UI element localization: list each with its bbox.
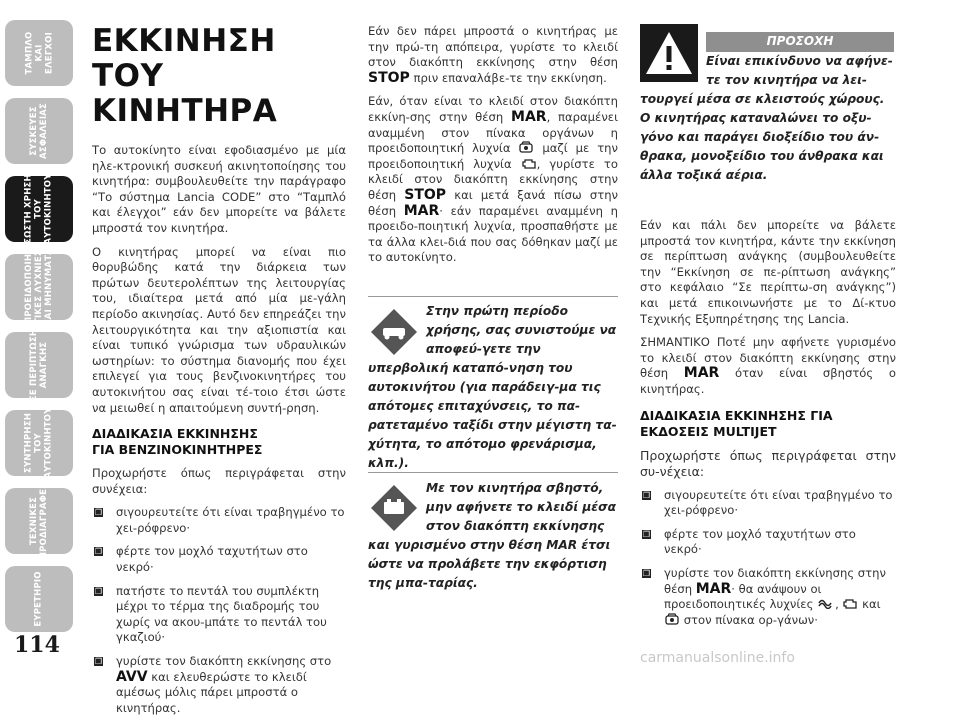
glow-plug-icon [817,597,835,609]
retry-paragraph: Εάν δεν πάρει μπροστά ο κινητήρας με την πρώ-τη απόπειρα, γυρίστε το κλειδί στον διακόπτη εκκίνησης στην θέση STOP πριν επαναλάβε-τε την εκκίνηση. [368,24,618,86]
bullet-icon: ❐ [94,657,103,667]
warning-light-paragraph: Εάν, όταν είναι το κλειδί στον διακόπτη εκκίνη-σης στην θέση MAR, παραμένει αναμμένη στον πίνακα οργάνων η προειδοποιητική λυχνία μαζί με την προειδοποιητική λυχνία , γυρίστε το κλειδί στον διακόπτη εκκίνησης στην θέση STOP και μετά ξανά πίσω στην θέση MAR· εάν παραμένει αναμμένη η προειδο-ποιητική λυχνία, προσπαθήστε με τα άλλα κλει-διά που σας δόθηκαν μαζί με το αυτοκίνητο. [368,94,619,265]
important-paragraph: ΣΗΜΑΝΤΙΚΟ Ποτέ μην αφήνετε γυρισμένο το κλειδί στον διακόπτη εκκίνησης στην θέση MAR όταν είναι σβηστός ο κινητήρας. [640,335,897,396]
chapter-tab-emergency[interactable]: ΣΕ ΠΕΡΙΠΤΩΣΗ ΑΝΑΓΚΗΣ [5,332,73,398]
chapter-tab-safety[interactable]: ΣΥΣΚΕΥΕΣ ΑΣΦΑΛΕΙΑΣ [5,98,73,164]
section-heading-petrol: ΔΙΑΔΙΚΑΣΙΑ ΕΚΚΙΝΗΣΗΣ ΓΙΑ ΒΕΝΖΙΝΟΚΙΝΗΤΗΡΕΣ [92,426,263,458]
page-title: ΕΚΚΙΝΗΣΗ ΤΟΥ ΚΙΝΗΤΗΡΑ [92,23,278,129]
chapter-tab-correct-use[interactable]: ΣΩΣΤΗ ΧΡΗΣΗ ΤΟΥ ΑΥΤΟΚΙΝΗΤΟΥ [5,176,73,242]
chapter-sidebar [0,0,78,677]
engine-fault-icon [521,157,537,170]
list-item: ❐ γυρίστε τον διακόπτη εκκίνησης στην θέση MAR· θα ανάψουν οι προειδοποιητικές λυχνίες , και στον πίνακα ορ-γάνων· [642,565,886,627]
bullet-icon: ❐ [642,529,651,539]
bullet-icon: ❐ [642,490,651,500]
chapter-tab-index[interactable]: ΕΥΡΕΤΗΡΙΟ [5,566,73,632]
key-position-note: Με τον κινητήρα σβηστό, μην αφήνετε το κλειδί μέσα στον διακόπτη εκκίνησης και γυρισμένο στην θέση MAR έτσι ώστε να προλάβετε την εκφόρτιση της μπα-ταρίας. [368,481,616,590]
divider [368,296,618,297]
list-item: ❐ πατήστε το πεντάλ του συμπλέκτη μέχρι το τέρμα της διαδρομής του χωρίς να ακου-μπάτε το πεντάλ του γκαζιού· [94,583,327,645]
column-left [92,24,346,724]
bullet-icon: ❐ [94,547,103,557]
list-item: ❐ σιγουρευτείτε ότι είναι τραβηγμένο το χει-ρόφρενο· [642,487,893,518]
bullet-icon: ❐ [642,568,651,578]
bullet-icon: ❐ [94,586,103,596]
immobilizer-light-icon [518,141,534,154]
chapter-tab-maintenance[interactable]: ΣΥΝΤΗΡΗΣΗ ΤΟΥ ΑΥΤΟΚΙΝΗΤΟΥ [5,410,73,476]
list-item: ❐ σιγουρευτείτε ότι είναι τραβηγμένο το χει-ρόφρενο· [94,505,345,535]
page-number: 114 [14,632,60,658]
chapter-tab-dashboard[interactable]: ΤΑΜΠΛΟ ΚΑΙ ΕΛΕΓΧΟΙ [5,20,73,86]
intro-paragraph: Το αυτοκίνητο είναι εφοδιασμένο με μία ηλε-κτρονική συσκευή ακινητοποίησης του κινητήρα: συμβουλευθείτε την παράγραφο “Το σύστημα Lancia CODE” στο “Ταμπλό και έλεγχοι” εάν δεν μπορείτε να βάλετε μπροστά τον κινητήρα. [92,143,346,235]
chapter-tab-warning-lights[interactable]: ΠΡΟΕΙΔΟΠΟΙΗ- ΤΙΚΕΣ ΛΥΧΝΙΕΣ ΚΑΙ ΜΗΝΥΜΑΤΑ [5,254,73,320]
column-middle [368,24,619,590]
chapter-tab-specs[interactable]: ΤΕΧΝΙΚΕΣ ΠΡΟΔΙΑΓΡΑΦΕΣ [5,488,73,554]
procedure-intro: Προχωρήστε όπως περιγράφεται στην συνέχεια: [92,466,346,496]
noise-paragraph: Ο κινητήρας μπορεί να είναι πιο θορυβώδης κατά την διάρκεια των πρώτων δευτερολέπτων της λειτουργίας του, ιδιαίτερα μετά από μία με-γάλη περίοδο ακινησίας. Αυτό δεν επηρεάζει την λειτουργικότητα και την αξιοπιστία και είναι τυπικό γνώρισμα των υδραυλικών ωστηρίων: το σύστημα διανομής που έχει επιλεγεί για τους βενζινοκινητήρες του αυτοκινήτου σας είναι τέ-τοιο έτσι ώστε να μειωθεί η απαιτούμενη συντή-ρηση. [92,244,346,415]
list-item: ❐ φέρτε τον μοχλό ταχυτήτων στο νεκρό· [94,544,308,575]
column-right [640,24,896,636]
emergency-start-paragraph: Εάν και πάλι δεν μπορείτε να βάλετε μπροστά τον κινητήρα, κάντε την εκκίνηση σε περίπτωση ανάγκης (συμβουλευθείτε την “Εκκίνηση σε πε-ρίπτωση ανάγκης” στο κεφάλαιο “Σε περίπτω-ση ανάγκης”) και μετά επικοινωνήστε με το Δί-κτυο Τεχνικής Εξυπηρέτησης της Lancia. [640,218,896,326]
divider [368,472,618,473]
engine-fault-icon [842,597,858,609]
procedure-intro-multijet: Προχωρήστε όπως περιγράφεται στην συ-νέχεια: [640,447,896,479]
section-heading-multijet: ΔΙΑΔΙΚΑΣΙΑ ΕΚΚΙΝΗΣΗΣ ΓΙΑ ΕΚΔΟΣΕΙΣ MULTIJET [640,407,833,439]
list-item: ❐ φέρτε τον μοχλό ταχυτήτων στο νεκρό· [642,526,856,557]
watermark: carmanualsonline.info [640,650,795,666]
warning-header: ΠΡΟΣΟΧΗ [706,32,894,52]
bullet-icon: ❐ [94,508,103,518]
first-use-note: Στην πρώτη περίοδο χρήσης, σας συνιστούμε να αποφεύ-γετε την υπερβολική καταπό-νηση του αυτοκινήτου (για παράδειγ-μα τις απότομες επιταχύνσεις, το πα-ρατεταμένο ταξίδι στην μέγιστη τα-χύτητα, το απότομο φρενάρισμα, κλπ.). [368,304,617,470]
warning-text: Είναι επικίνδυνο να αφήνε-τε τον κινητήρα να λει-τουργεί μέσα σε κλειστούς χώρους. Ο κινητήρας καταναλώνει το οξυ-γόνο και παράγει διοξείδιο του άν-θρακα, μονοξείδιο του άνθρακα και άλλα τοξικά αέρια. [640,54,893,182]
immobilizer-light-icon [664,613,680,626]
danger-warning-box [640,24,896,184]
list-item: ❐ γυρίστε τον διακόπτη εκκίνησης στο AVV και ελευθερώστε το κλειδί αμέσως μόλις πάρει μπροστά ο κινητήρας. [94,654,332,715]
